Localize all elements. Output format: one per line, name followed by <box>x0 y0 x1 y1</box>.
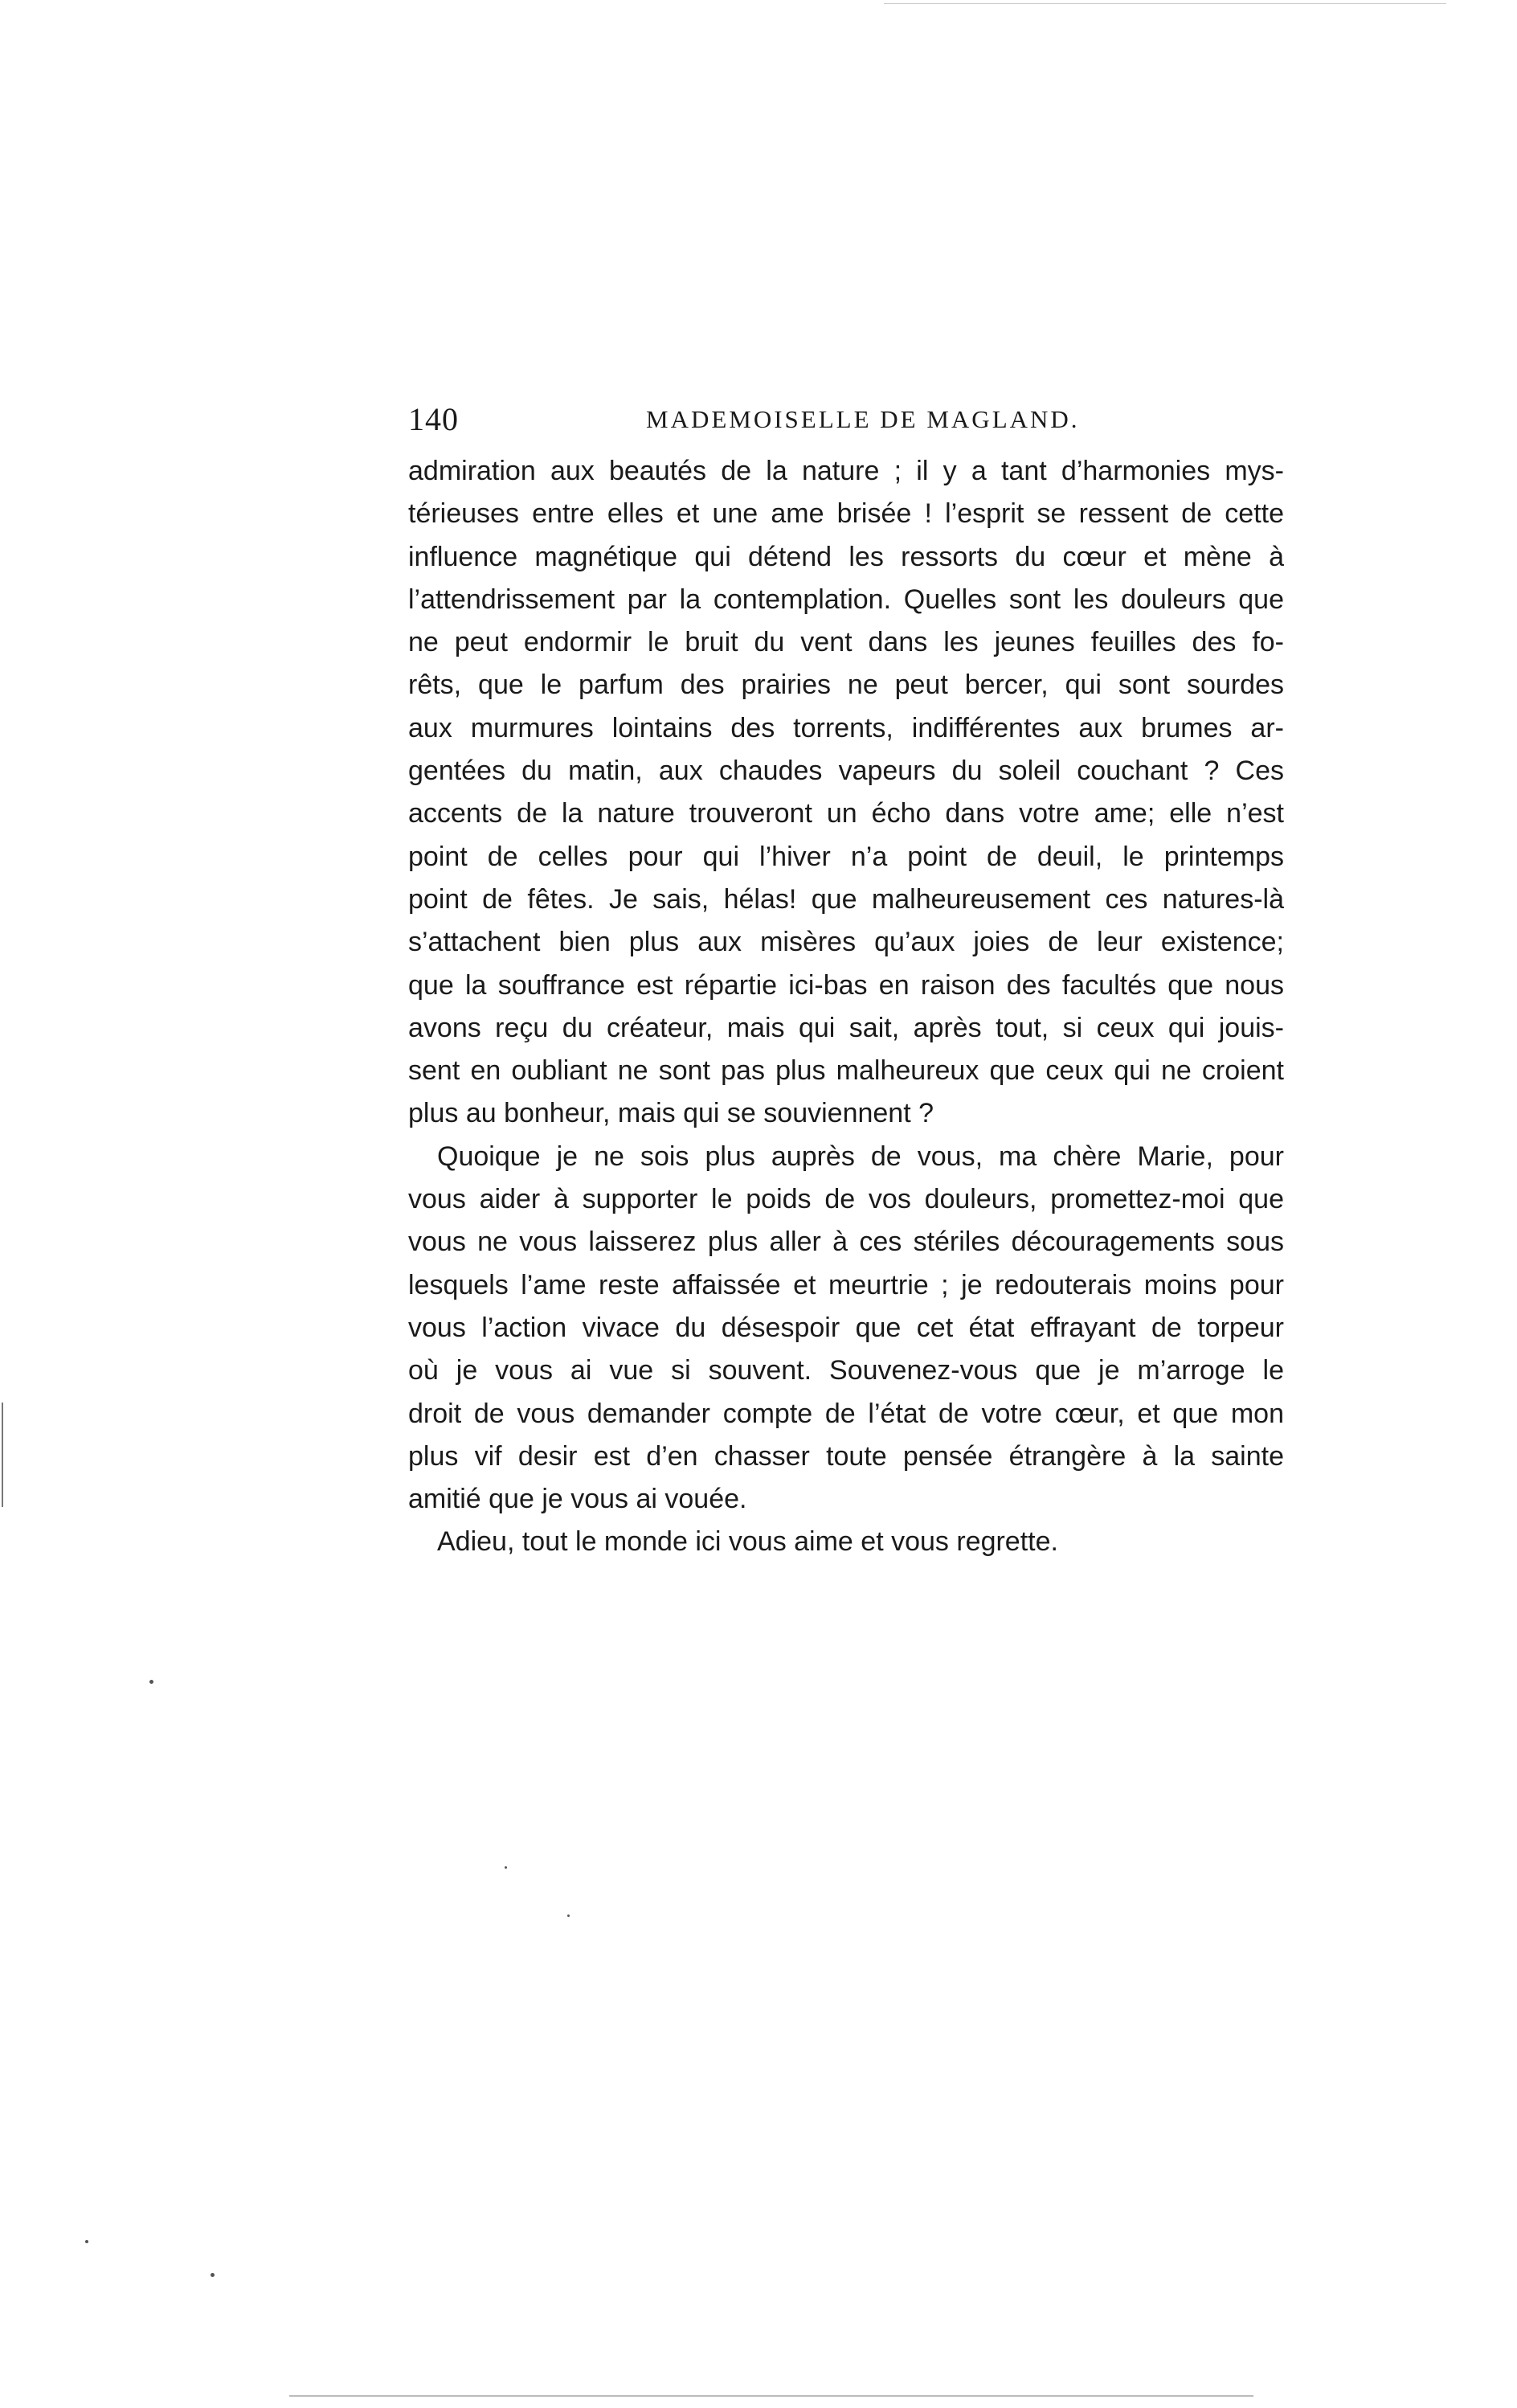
text-line: aux murmures lointains des torrents, indifférentes aux brumes ar- <box>408 712 1284 743</box>
text-line: où je vous ai vue si souvent. Souvenez-vous que je m’arroge le <box>408 1355 1284 1386</box>
text-line: l’attendrissement par la contemplation. Quelles sont les douleurs que <box>408 584 1284 615</box>
text-line: amitié que je vous ai vouée. <box>408 1484 747 1515</box>
paragraph-1 <box>408 450 1284 1136</box>
text-line: rêts, que le parfum des prairies ne peut bercer, qui sont sourdes <box>408 670 1284 701</box>
body-text <box>408 450 1284 1564</box>
text-line: influence magnétique qui détend les ressorts du cœur et mène à <box>408 541 1284 572</box>
text-line: que la souffrance est répartie ici-bas en raison des facultés que nous <box>408 969 1284 1001</box>
scan-speck <box>567 1915 570 1917</box>
text-line: point de fêtes. Je sais, hélas! que malheureusement ces natures-là <box>408 883 1284 915</box>
scan-speck <box>211 2273 215 2277</box>
scan-speck <box>505 1866 507 1869</box>
text-line: vous aider à supporter le poids de vos douleurs, promettez-moi que <box>408 1184 1284 1215</box>
page-header <box>408 400 1284 440</box>
text-line: plus vif desir est d’en chasser toute pensée étrangère à la sainte <box>408 1440 1284 1472</box>
running-title: MADEMOISELLE DE MAGLAND. <box>646 405 1080 433</box>
text-line: accents de la nature trouveront un écho dans votre ame; elle n’est <box>408 798 1284 829</box>
text-line: vous ne vous laisserez plus aller à ces stériles découragements sous <box>408 1227 1284 1258</box>
text-line: lesquels l’ame reste affaissée et meurtrie ; je redouterais moins pour <box>408 1269 1284 1300</box>
text-line: ne peut endormir le bruit du vent dans les jeunes feuilles des fo- <box>408 627 1284 658</box>
text-line: Quoique je ne sois plus auprès de vous, ma chère Marie, pour <box>437 1141 1284 1172</box>
text-line: admiration aux beautés de la nature ; il y a tant d’harmonies mys- <box>408 456 1284 486</box>
text-line: vous l’action vivace du désespoir que cet état effrayant de torpeur <box>408 1312 1284 1343</box>
text-line: avons reçu du créateur, mais qui sait, après tout, si ceux qui jouis- <box>408 1012 1284 1043</box>
text-line: s’attachent bien plus aux misères qu’aux joies de leur existence; <box>408 927 1284 958</box>
text-line: plus au bonheur, mais qui se souviennent ? <box>408 1098 934 1129</box>
text-line: point de celles pour qui l’hiver n’a point de deuil, le printemps <box>408 841 1284 872</box>
text-line: gentées du matin, aux chaudes vapeurs du soleil couchant ? Ces <box>408 756 1284 787</box>
scan-speck <box>85 2240 88 2243</box>
paragraph-3 <box>408 1521 1284 1563</box>
text-line: Adieu, tout le monde ici vous aime et vous regrette. <box>437 1526 1058 1558</box>
text-line: sent en oubliant ne sont pas plus malheureux que ceux qui ne croient <box>408 1055 1284 1087</box>
scan-edge-mark <box>2 1403 3 1507</box>
scan-edge-mark <box>884 3 1446 4</box>
scan-speck <box>149 1680 153 1684</box>
text-line: droit de vous demander compte de l’état de votre cœur, et que mon <box>408 1398 1284 1429</box>
scan-edge-mark <box>289 2395 1253 2397</box>
paragraph-2 <box>408 1136 1284 1521</box>
text-line: térieuses entre elles et une ame brisée ! l’esprit se ressent de cette <box>408 498 1284 530</box>
page-number: 140 <box>408 401 459 437</box>
